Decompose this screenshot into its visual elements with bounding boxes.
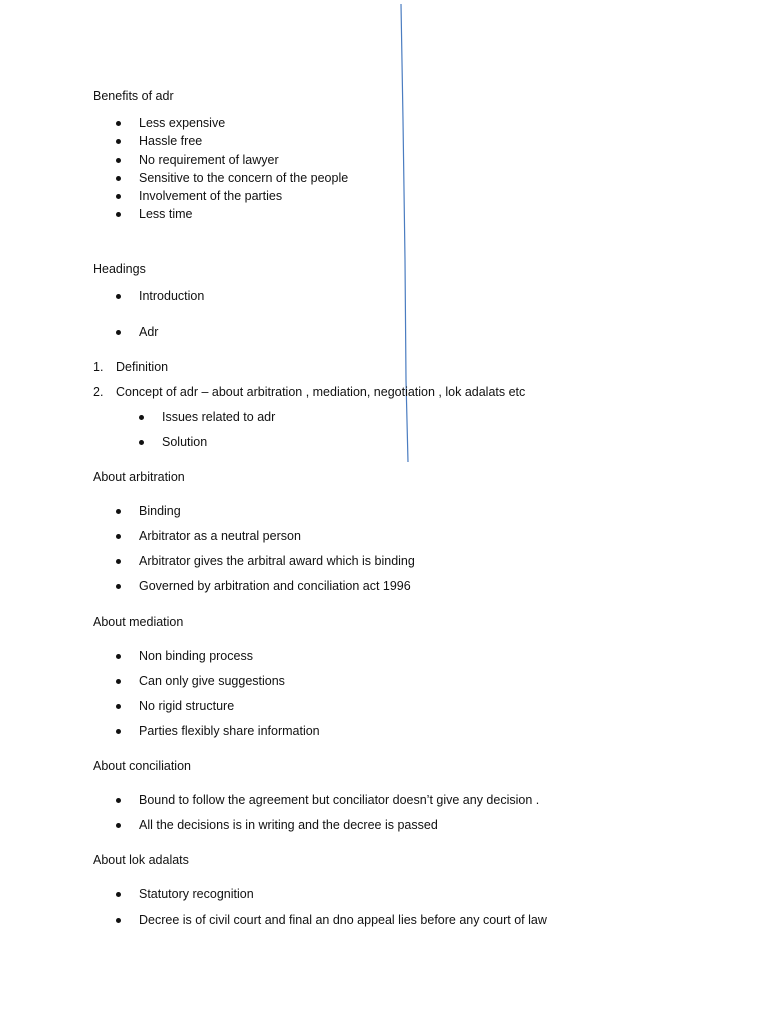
sub-list-item: Solution	[162, 435, 208, 449]
list-item: Binding	[139, 504, 181, 518]
sub-list-item: Issues related to adr	[162, 410, 276, 424]
section-heading-mediation: About mediation	[93, 615, 184, 629]
list-item: Non binding process	[139, 649, 253, 663]
list-item: Adr	[139, 325, 159, 339]
list-item: Less expensive	[139, 116, 226, 130]
list-item: Introduction	[139, 289, 205, 303]
list-item: Arbitrator as a neutral person	[139, 529, 301, 543]
list-item: Parties flexibly share information	[139, 724, 320, 738]
list-item: Less time	[139, 207, 193, 221]
list-item: Involvement of the parties	[139, 189, 283, 203]
list-item: Statutory recognition	[139, 887, 254, 901]
section-heading-conciliation: About conciliation	[93, 759, 191, 773]
section-heading-arbitration: About arbitration	[93, 470, 185, 484]
list-item: All the decisions is in writing and the decree is passed	[139, 818, 438, 832]
numbered-item	[93, 384, 525, 400]
list-item: Bound to follow the agreement but conciliator doesn’t give any decision .	[139, 793, 540, 807]
item-number: 2.	[93, 385, 104, 399]
item-text: Concept of adr – about arbitration , mediation, negotiation , lok adalats etc	[116, 385, 526, 399]
item-number: 1.	[93, 360, 104, 374]
section-heading-lok-adalats: About lok adalats	[93, 853, 189, 867]
section-heading-headings: Headings	[93, 262, 146, 276]
list-item: Hassle free	[139, 134, 203, 148]
list-item: No requirement of lawyer	[139, 153, 279, 167]
item-text: Definition	[116, 360, 169, 374]
list-item: Governed by arbitration and conciliation act 1996	[139, 579, 411, 593]
numbered-item	[93, 359, 168, 375]
list-item: Sensitive to the concern of the people	[139, 171, 349, 185]
list-item: Arbitrator gives the arbitral award which is binding	[139, 554, 415, 568]
list-item: No rigid structure	[139, 699, 235, 713]
list-item: Can only give suggestions	[139, 674, 285, 688]
section-heading-benefits: Benefits of adr	[93, 89, 174, 103]
list-item: Decree is of civil court and final an dno appeal lies before any court of law	[139, 913, 547, 927]
